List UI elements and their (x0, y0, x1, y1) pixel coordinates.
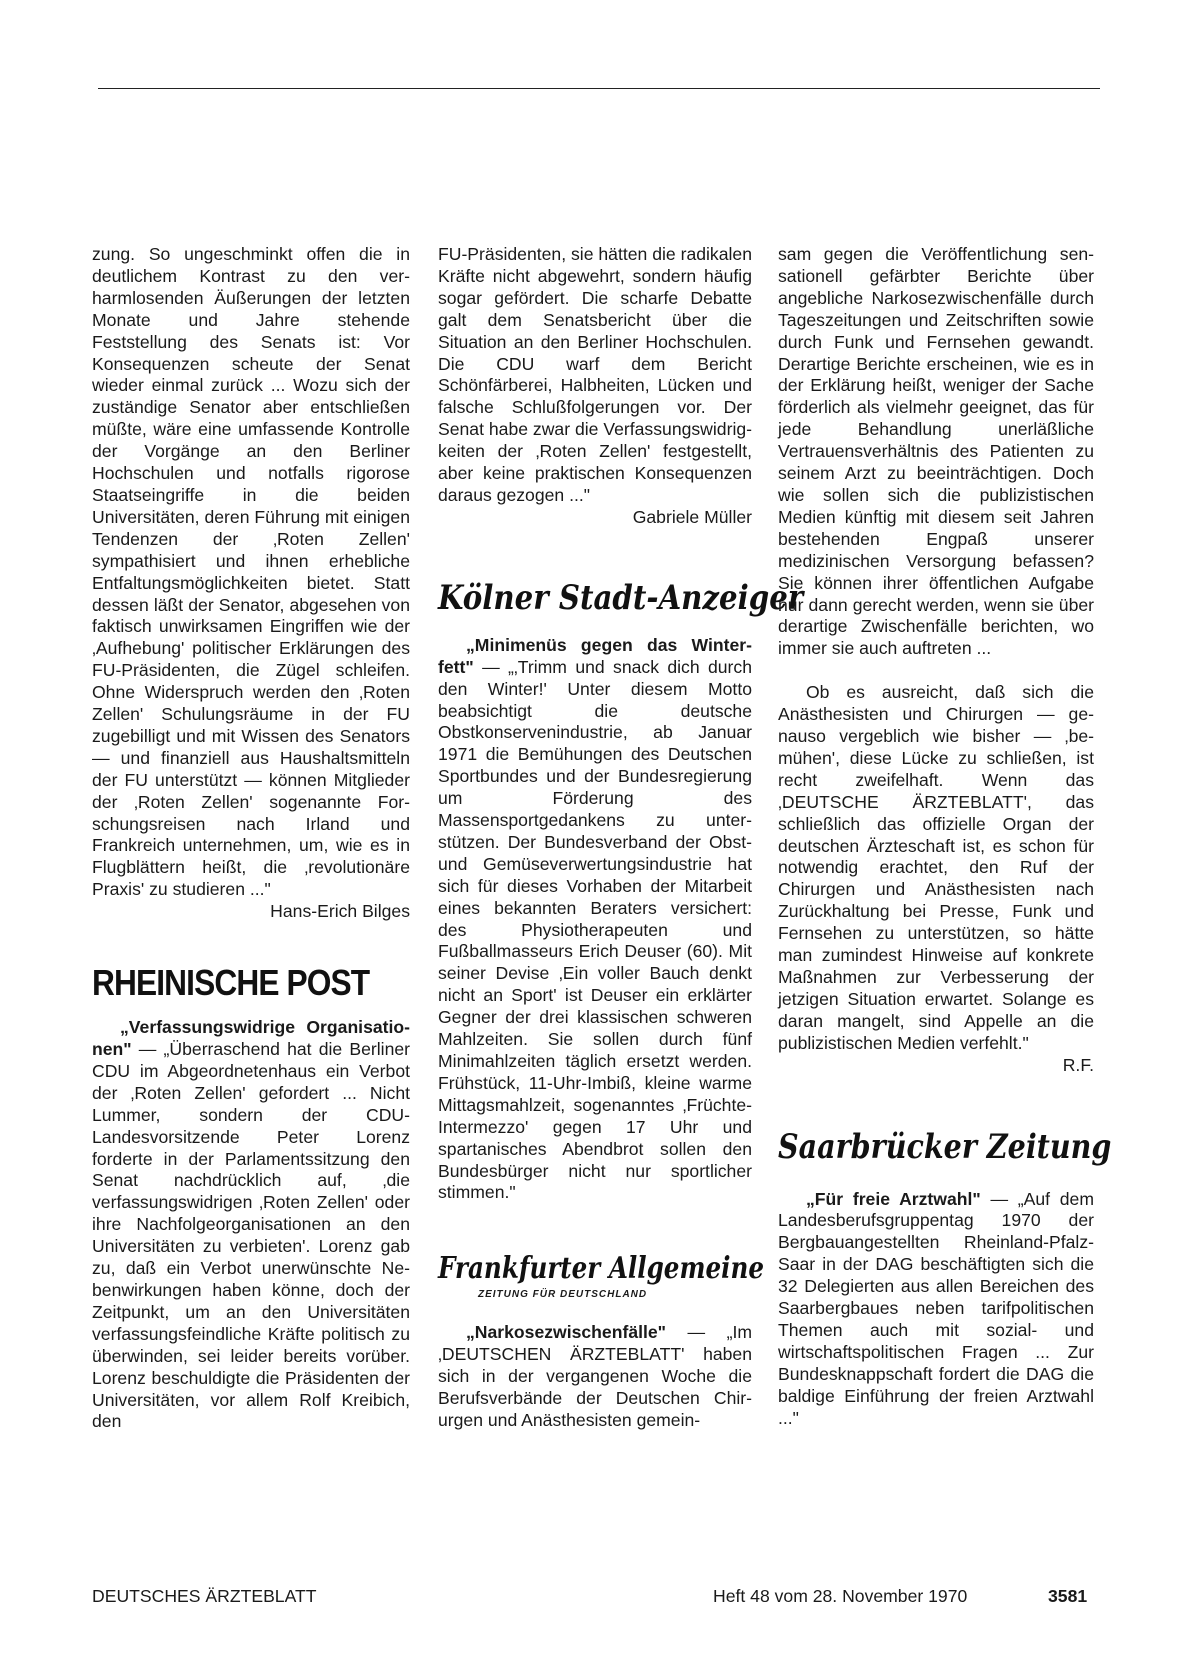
article-paragraph (438, 1322, 752, 1432)
footer-issue: Heft 48 vom 28. November 1970 (713, 1586, 968, 1606)
article-paragraph: sam gegen die Veröffentlichung sensationell gefärbter Berichte über angebliche Narkosezwischenfälle durch Tageszeitungen und Zeitschriften sowie durch Funk und Fernsehen gewandt. Derartige Berichte erscheinen, wie es in der Erklärung heißt, weniger der Sache förderlich als vielmehr geeignet, das für jede Behandlung unerläßliche Vertrauensverhältnis des Patienten zu seinem Arzt zu beeinträchtigen. Doch wie sollen sich die publizistischen Medien künftig mit diesem seit Jahren bestehenden Engpaß unserer medizinischen Versorgung befassen? Sie können ihrer öffentlichen Aufgabe nur dann gerecht werden, wenn sie über derartige Zwischenfälle berichten, wo immer sie auch auftreten ... (778, 244, 1094, 659)
author-signature: R.F. (1062, 1054, 1094, 1075)
spacer (778, 1077, 1094, 1123)
article-paragraph (778, 682, 1094, 1076)
article-paragraph (778, 1189, 1094, 1430)
paragraph-text: — „Auf dem Landesberufsgruppentag 1970 der Bergbauangestellten Rheinland-Pfalz-Saar in der DAG beschäftigten sich die 32 Delegierten aus allen Bereichen des Saarbergbaues neben tarifpolitischen Themen auch mit sozial- und wirtschaftspolitischen Fragen ... Zur Bundesknappschaft fordert die DAG die baldige Einführung der freien Arztwahl ..." (778, 1188, 1094, 1428)
footer-journal-name: DEUTSCHES ÄRZTEBLATT (92, 1586, 317, 1606)
page-number: 3581 (1048, 1586, 1088, 1606)
spacer (92, 923, 410, 961)
column-1 (92, 244, 410, 1433)
article-lead: „Minimenüs gegen das Winterfett" (438, 634, 752, 677)
column-2 (438, 244, 804, 1432)
paragraph-text: FU-Präsidenten, sie hätten die radikalen Kräfte nicht abgewehrt, sondern häufig sogar gefördert. Die scharfe Debatte galt dem Senatsbericht über die Situation an den Berliner Hochschulen. Die CDU warf dem Bericht Schönfärberei, Halbheiten, Lücken und falsche Schlußfolgerungen vor. Der Senat habe zwar die Verfassungswidrigkeiten der ‚Roten Zellen' festgestellt, aber keine praktischen Konsequenzen daraus gezogen ..." (438, 244, 752, 505)
paragraph-text: — „Überraschend hat die Berliner CDU im Abgeordnetenhaus ein Verbot der ‚Roten Zellen' gefordert ... Nicht Lummer, sondern der CDU-Landesvorsitzende Peter Lorenz forderte in der Parlamentssitzung den Senat nachdrücklich auf, ‚die verfassungswidrigen ‚Roten Zellen' oder ihre Nachfolgeorganisationen an den Universitäten zu verbieten'. Lorenz gab zu, daß ein Verbot unerwünschte Nebenwirkungen haben könne, doch der Zeitpunkt, um an den Universitäten verfassungsfeindliche Kräfte politisch zu überwinden, sei leider bereits vorüber. Lorenz beschuldigte die Präsidenten der Universitäten, vor allem Rolf Kreibich, den (92, 1039, 410, 1432)
article-paragraph (92, 1017, 410, 1433)
masthead-rheinische-post: RHEINISCHE POST (92, 962, 370, 1004)
article-lead: „Für freie Arztwahl" (806, 1188, 981, 1209)
masthead-saarbruecker-zeitung: Saarbrücker Zeitung (778, 1126, 1112, 1167)
paragraph-text: — „‚Trimm und snack dich durch den Winter!' Unter diesem Motto beabsichtigt die deutsche Obstkonservenindustrie, ab Januar 1971 die Bemühungen des Deutschen Sportbundes und der Bundesregierung um Förderung des Massensportgedankens zu unterstützen. Der Bundesverband der Obst- und Gemüseverwertungsindustrie hat sich für dieses Vorhaben der Mitarbeit eines bekannten Beraters versichert: des Physiotherapeuten und Fußballmasseurs Erich Deuser (60). Mit seiner Devise ‚Ein voller Bauch denkt nicht an Sport' ist Deuser ein erklärter Gegner der drei klassischen schweren Mahlzeiten. Sie sollen durch fünf Minimahlzeiten täglich ersetzt werden. Frühstück, 11-Uhr-Imbiß, kleine warme Mittagsmahlzeit, sogenanntes ‚Früchte-Intermezzo' gegen 17 Uhr und spartanisches Abendbrot sollen den Bundesbürger nicht nur sportlicher stimmen." (438, 656, 752, 1203)
paragraph-text: — „Im ‚DEUTSCHEN ÄRZTEBLATT' haben sich in der vergangenen Woche die Berufsverbände der Deutschen Chirurgen und Anästhesisten gemein- (438, 1322, 752, 1430)
article-lead: „Narkosezwischenfälle" (466, 1322, 667, 1343)
author-signature: Gabriele Müller (632, 506, 752, 527)
spacer (438, 1204, 752, 1250)
article-paragraph (92, 244, 410, 923)
paragraph-text: zung. So ungeschminkt offen die in deutlichem Kontrast zu den verharmlosenden Äußerungen der letzten Monate und Jahre stehende Feststellung des Senats ist: Vor Konsequenzen scheute der Senat wieder einmal zurück ... Wozu sich der zuständige Senator aber entschließen müßte, wäre eine umfassende Kontrolle der Vorgänge an den Berliner Hochschulen und notfalls rigorose Staatseingriffe in die beiden Universitäten, deren Führung mit einigen Tendenzen der ‚Roten Zellen' sympathisiert und ihnen erhebliche Entfaltungsmöglichkeiten bietet. Statt dessen läßt der Senator, abgesehen von faktisch unwirksamen Eingriffen wie der ‚Aufhebung' politischer Erklärungen des FU-Präsidenten, die Zügel schleifen. Ohne Widerspruch werden den ‚Roten Zellen' Schulungsräume in der FU zugebilligt und mit Wissen des Senators — und finanziell aus Haushaltsmitteln der FU unterstützt — können Mitglieder der ‚Roten Zellen' sogenannte Forschungsreisen nach Irland und Frankreich unternehmen, um, wie es in Flugblättern heißt, die ‚revolutionäre Praxis' zu studieren ..." (92, 244, 410, 900)
article-lead: „Verfassungswidrige Organisationen" (92, 1017, 410, 1059)
masthead-koelner-stadt-anzeiger: Kölner Stadt-Anzeiger (438, 577, 804, 618)
article-paragraph (438, 635, 752, 1205)
spacer (438, 529, 752, 575)
paragraph-text: Ob es ausreicht, daß sich die Anästhesisten und Chirurgen — genauso vergeblich wie bisher — ‚bemühen', diese Lücke zu schließen, ist recht zweifelhaft. Wenn das ‚DEUTSCHE ÄRZTEBLATT', das schließlich das offizielle Organ der deutschen Ärzteschaft ist, es schon für notwendig erachtet, den Ruf der Chirurgen und Anästhesisten nach Zurückhaltung bei Presse, Funk und Fernsehen zu unterstützen, so hätte man zumindest Hinweise auf konkrete Maßnahmen zur Verbesserung der jetzigen Situation erwartet. Solange es daran mangelt, sind Appelle an die publizistischen Medien verfehlt." (778, 682, 1094, 1053)
author-signature: Hans-Erich Bilges (270, 901, 410, 922)
column-3 (778, 244, 1112, 1430)
top-rule (98, 88, 1100, 89)
masthead-frankfurter-allgemeine: Frankfurter Allgemeine (438, 1251, 765, 1287)
masthead-subtitle: ZEITUNG FÜR DEUTSCHLAND (478, 1289, 648, 1301)
article-paragraph (438, 244, 752, 529)
spacer (778, 660, 1094, 682)
